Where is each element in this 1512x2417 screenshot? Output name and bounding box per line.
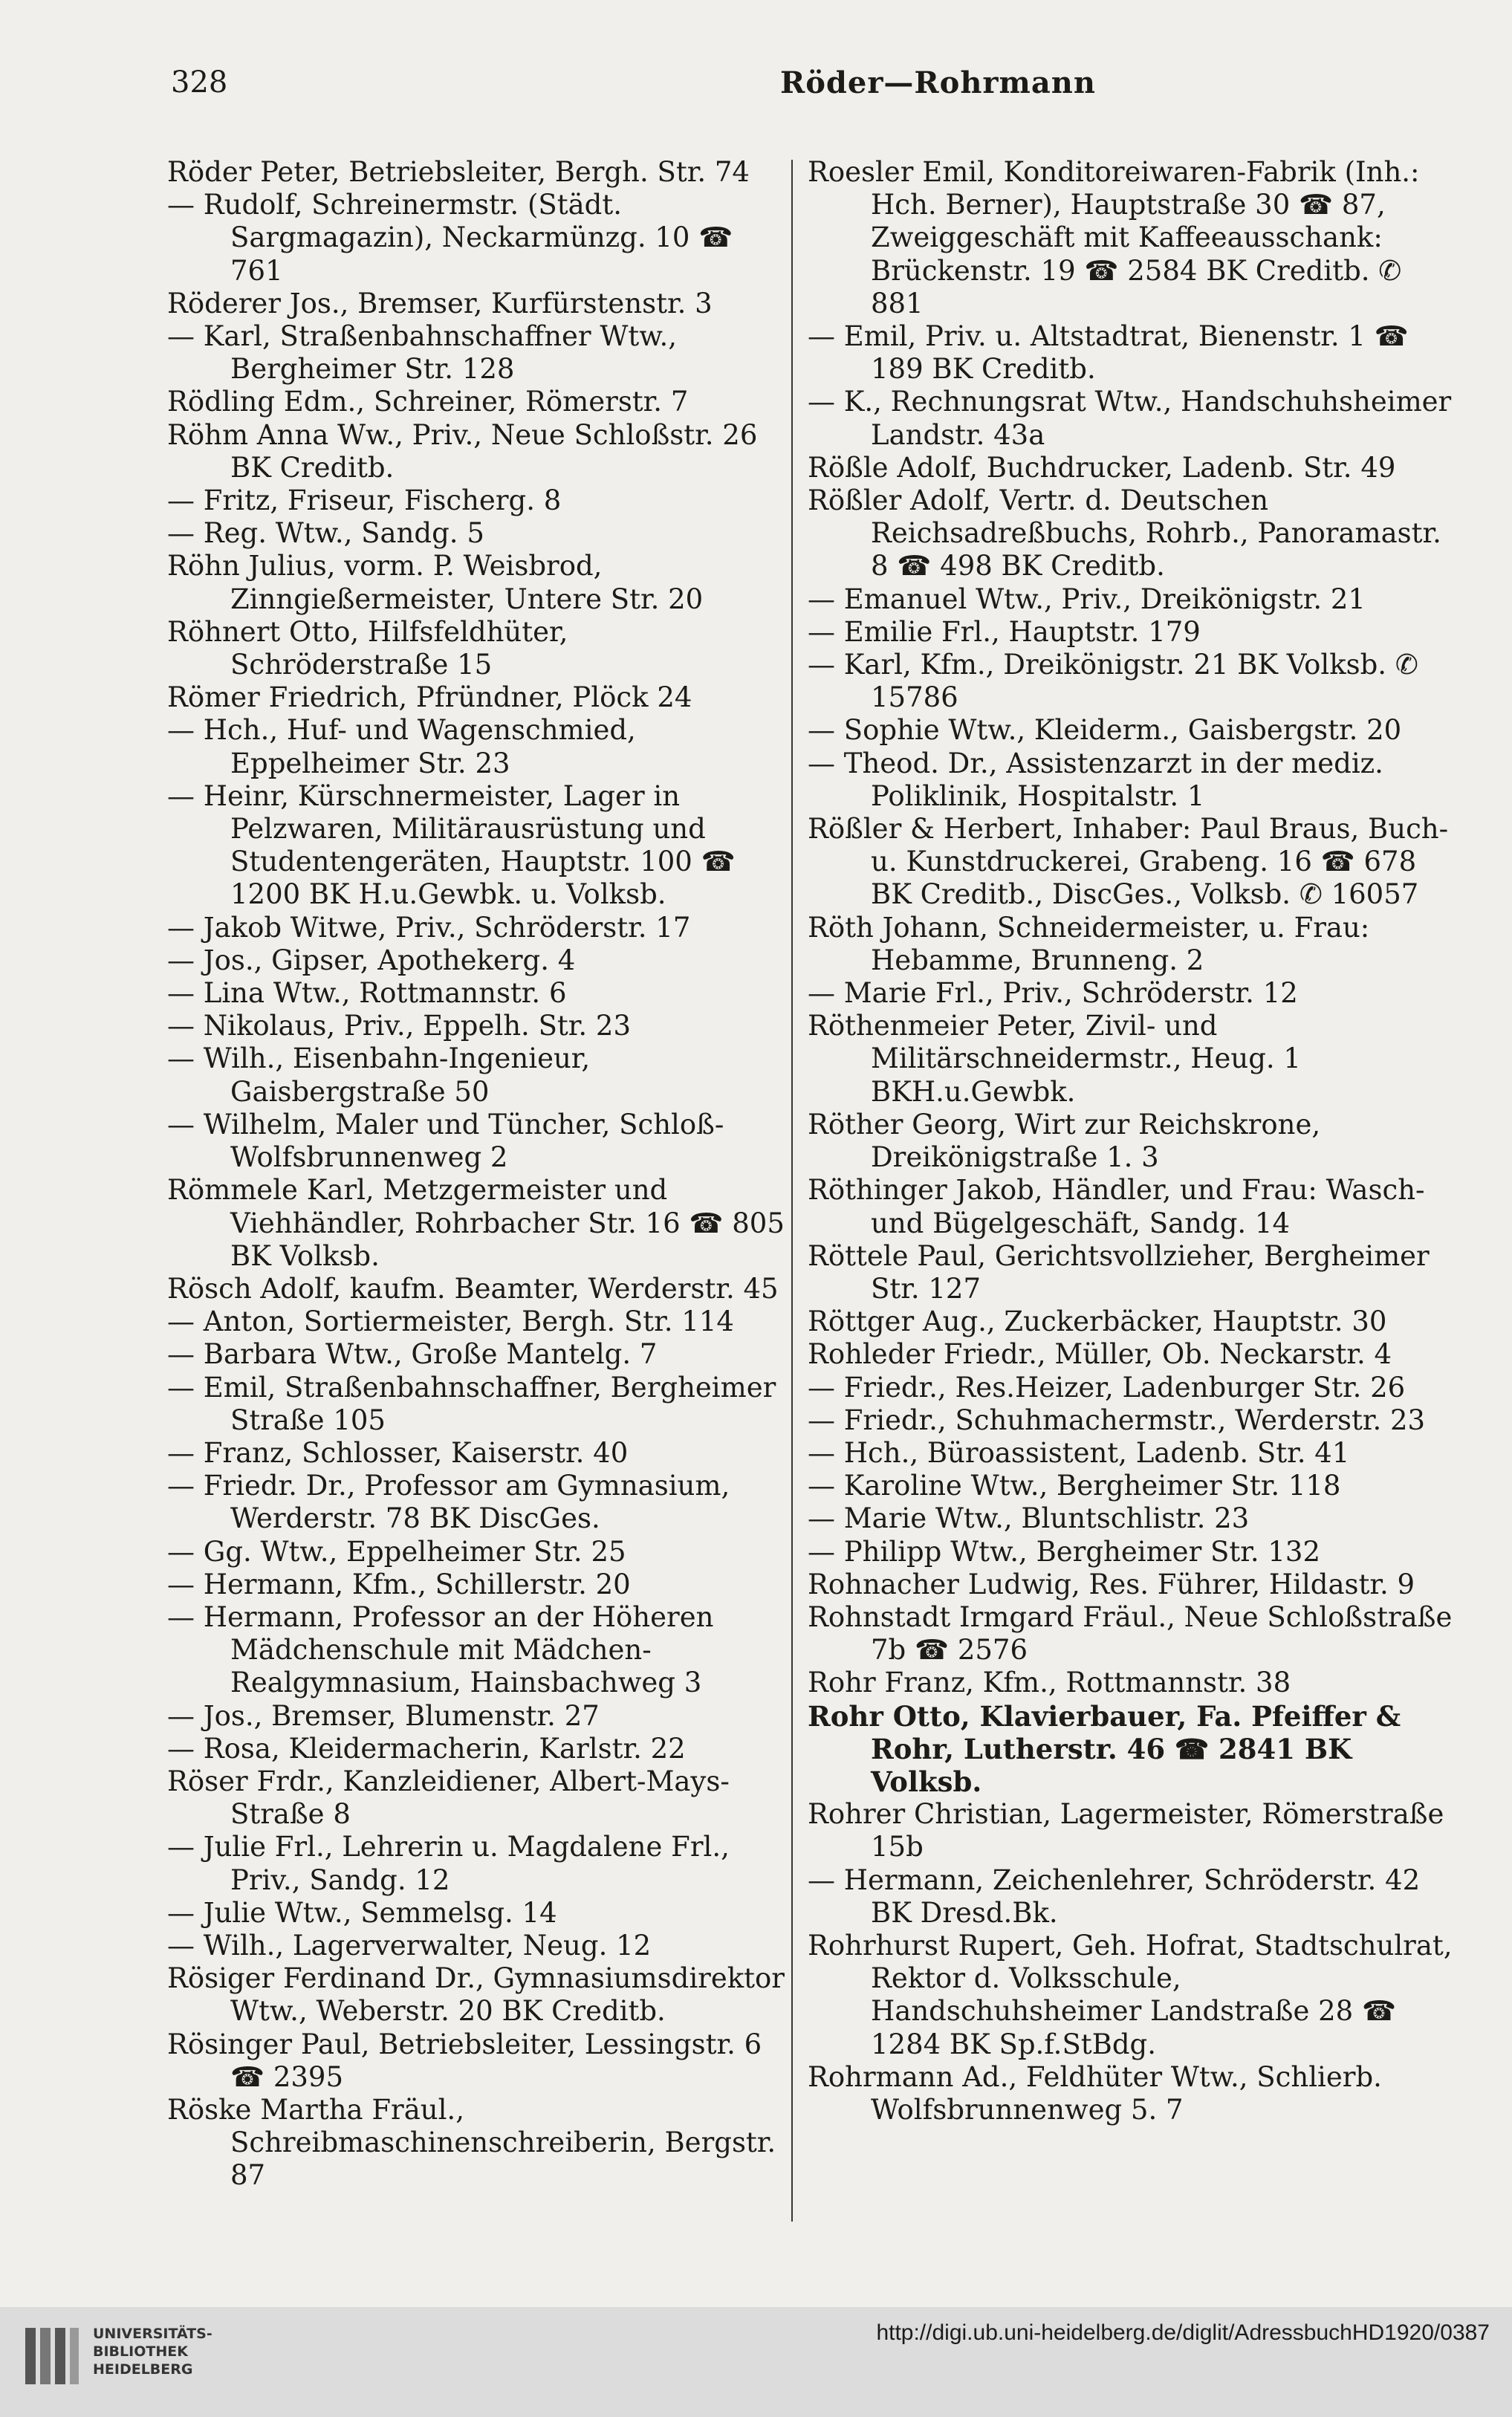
column-divider <box>791 160 793 2222</box>
institution-line: UNIVERSITÄTS- <box>93 2326 212 2342</box>
directory-entry: Röser Frdr., Kanzleidiener, Albert-Mays-Straße 8 <box>167 1765 730 1831</box>
directory-entry: Röderer Jos., Bremser, Kurfürstenstr. 3 <box>167 287 713 319</box>
university-library-logo <box>22 2323 82 2389</box>
directory-entry: Röttger Aug., Zuckerbäcker, Hauptstr. 30 <box>808 1305 1387 1338</box>
directory-entry: Röthinger Jakob, Händler, und Frau: Wasch- und Bügelgeschäft, Sandg. 14 <box>808 1174 1425 1239</box>
directory-entry: — Karoline Wtw., Bergheimer Str. 118 <box>808 1470 1341 1502</box>
running-head: Röder—Rohrmann <box>780 65 1096 100</box>
directory-entry: — Friedr., Res.Heizer, Ladenburger Str. 26 <box>808 1371 1406 1404</box>
directory-entry: — Emilie Frl., Hauptstr. 179 <box>808 615 1201 648</box>
directory-entry: Rößler Adolf, Vertr. d. Deutschen Reichsadreßbuchs, Rohrb., Panoramastr. 8 ☎ 498 BK Creditb. <box>808 484 1441 583</box>
directory-entry: — Fritz, Friseur, Fischerg. 8 <box>167 484 562 517</box>
directory-entry: — Heinr, Kürschnermeister, Lager in Pelzwaren, Militärausrüstung und Studentengeräten, Hauptstr. 100 ☎ 1200 BK H.u.Gewbk. u. Volksb. <box>167 779 736 911</box>
directory-entry: — Wilh., Eisenbahn-Ingenieur, Gaisbergstraße 50 <box>167 1042 591 1108</box>
directory-entry: — Nikolaus, Priv., Eppelh. Str. 23 <box>167 1010 632 1042</box>
directory-entry: — Anton, Sortiermeister, Bergh. Str. 114 <box>167 1305 734 1338</box>
institution-line: HEIDELBERG <box>93 2361 193 2378</box>
directory-entry: — Gg. Wtw., Eppelheimer Str. 25 <box>167 1535 626 1568</box>
page-number: 328 <box>171 65 228 100</box>
directory-entry: Rohnstadt Irmgard Fräul., Neue Schloßstraße 7b ☎ 2576 <box>808 1600 1453 1667</box>
directory-entry: Rößle Adolf, Buchdrucker, Ladenb. Str. 49 <box>808 451 1396 484</box>
directory-entry: Röder Peter, Betriebsleiter, Bergh. Str. 74 <box>167 156 750 188</box>
directory-entry: — Jakob Witwe, Priv., Schröderstr. 17 <box>167 911 691 944</box>
page-header <box>171 65 1508 110</box>
directory-entry: Rösch Adolf, kaufm. Beamter, Werderstr. 45 <box>167 1272 779 1305</box>
directory-entry: — Wilhelm, Maler und Tüncher, Schloß-Wolfsbrunnenweg 2 <box>167 1108 724 1174</box>
directory-entry: Rohleder Friedr., Müller, Ob. Neckarstr. 4 <box>808 1338 1392 1371</box>
directory-entry: — Franz, Schlosser, Kaiserstr. 40 <box>167 1436 629 1469</box>
right-column <box>808 156 1454 2126</box>
directory-entry: — Marie Frl., Priv., Schröderstr. 12 <box>808 977 1298 1010</box>
directory-entry: — Julie Wtw., Semmelsg. 14 <box>167 1896 557 1929</box>
left-column <box>167 156 788 2193</box>
directory-entry: — Julie Frl., Lehrerin u. Magdalene Frl., Priv., Sandg. 12 <box>167 1831 730 1896</box>
directory-entry: Römer Friedrich, Pfründner, Plöck 24 <box>167 681 692 714</box>
directory-entry: — Lina Wtw., Rottmannstr. 6 <box>167 977 567 1010</box>
directory-entry: Rösinger Paul, Betriebsleiter, Lessingstr. 6 ☎ 2395 <box>167 2028 762 2093</box>
directory-entry: Rödling Edm., Schreiner, Römerstr. 7 <box>167 386 689 418</box>
directory-entry: — Hermann, Zeichenlehrer, Schröderstr. 42 BK Dresd.Bk. <box>808 1863 1421 1929</box>
directory-entry: — Marie Wtw., Bluntschlistr. 23 <box>808 1502 1250 1535</box>
directory-entry: Röhm Anna Ww., Priv., Neue Schloßstr. 26 BK Creditb. <box>167 418 758 484</box>
directory-entry: — Hch., Huf- und Wagenschmied, Eppelheimer Str. 23 <box>167 714 636 779</box>
directory-entry: Röhnert Otto, Hilfsfeldhüter, Schröderstraße 15 <box>167 615 568 681</box>
directory-entry: — Barbara Wtw., Große Mantelg. 7 <box>167 1338 658 1371</box>
directory-entry: Roesler Emil, Konditoreiwaren-Fabrik (Inh.: Hch. Berner), Hauptstraße 30 ☎ 87, Zweiggeschäft mit Kaffeeausschank: Brückenstr. 19 ☎ 2584 BK Creditb. ✆ 881 <box>808 156 1420 319</box>
directory-entry: — Wilh., Lagerverwalter, Neug. 12 <box>167 1929 652 1962</box>
directory-entry: — Jos., Bremser, Blumenstr. 27 <box>167 1699 600 1732</box>
directory-entry: Röske Martha Fräul., Schreibmaschinenschreiberin, Bergstr. 87 <box>167 2093 776 2192</box>
directory-entry: — Friedr. Dr., Professor am Gymnasium, Werderstr. 78 BK DiscGes. <box>167 1470 730 1535</box>
directory-entry: Rohnacher Ludwig, Res. Führer, Hildastr. 9 <box>808 1568 1415 1600</box>
directory-entry: — Philipp Wtw., Bergheimer Str. 132 <box>808 1535 1321 1568</box>
directory-entry: — Emil, Straßenbahnschaffner, Bergheimer Straße 105 <box>167 1371 776 1436</box>
directory-entry: — Hch., Büroassistent, Ladenb. Str. 41 <box>808 1436 1350 1469</box>
directory-entry: — Karl, Kfm., Dreikönigstr. 21 BK Volksb. ✆ 15786 <box>808 649 1418 714</box>
directory-entry: — Emil, Priv. u. Altstadtrat, Bienenstr. 1 ☎ 189 BK Creditb. <box>808 320 1409 386</box>
source-url[interactable]: http://digi.ub.uni-heidelberg.de/diglit/AdressbuchHD1920/0387 <box>876 2320 1490 2345</box>
footer-bar <box>0 2307 1512 2417</box>
directory-entry: Röttele Paul, Gerichtsvollzieher, Bergheimer Str. 127 <box>808 1239 1430 1305</box>
directory-entry: — Hermann, Kfm., Schillerstr. 20 <box>167 1568 631 1600</box>
directory-entry: — Jos., Gipser, Apothekerg. 4 <box>167 944 576 976</box>
directory-entry: — Hermann, Professor an der Höheren Mädchenschule mit Mädchen-Realgymnasium, Hainsbachweg 3 <box>167 1600 714 1699</box>
directory-entry: Römmele Karl, Metzgermeister und Viehhändler, Rohrbacher Str. 16 ☎ 805 BK Volksb. <box>167 1174 785 1272</box>
directory-entry: — Sophie Wtw., Kleiderm., Gaisbergstr. 20 <box>808 714 1402 747</box>
directory-entry: Röth Johann, Schneidermeister, u. Frau: Hebamme, Brunneng. 2 <box>808 911 1370 976</box>
institution-name <box>93 2325 212 2378</box>
directory-entry: — K., Rechnungsrat Wtw., Handschuhsheimer Landstr. 43a <box>808 386 1452 451</box>
directory-entry: Röthenmeier Peter, Zivil- und Militärschneidermstr., Heug. 1 BKH.u.Gewbk. <box>808 1010 1301 1108</box>
directory-entry: — Theod. Dr., Assistenzarzt in der mediz. Poliklinik, Hospitalstr. 1 <box>808 747 1383 812</box>
directory-entry: — Reg. Wtw., Sandg. 5 <box>167 517 484 550</box>
directory-entry: — Karl, Straßenbahnschaffner Wtw., Bergheimer Str. 128 <box>167 320 678 386</box>
directory-entry: — Rudolf, Schreinermstr. (Städt. Sargmagazin), Neckarmünzg. 10 ☎ 761 <box>167 189 733 287</box>
directory-entry: Rohr Otto, Klavierbauer, Fa. Pfeiffer & Rohr, Lutherstr. 46 ☎ 2841 BK Volksb. <box>808 1699 1401 1798</box>
directory-entry: — Emanuel Wtw., Priv., Dreikönigstr. 21 <box>808 583 1366 615</box>
directory-entry: Rohrer Christian, Lagermeister, Römerstraße 15b <box>808 1798 1444 1863</box>
directory-entry: — Rosa, Kleidermacherin, Karlstr. 22 <box>167 1732 686 1765</box>
directory-entry: Rohrmann Ad., Feldhüter Wtw., Schlierb. Wolfsbrunnenweg 5. 7 <box>808 2060 1382 2126</box>
institution-line: BIBLIOTHEK <box>93 2343 188 2360</box>
directory-entry: Röhn Julius, vorm. P. Weisbrod, Zinngießermeister, Untere Str. 20 <box>167 550 704 615</box>
directory-entry: — Friedr., Schuhmachermstr., Werderstr. 23 <box>808 1404 1426 1436</box>
directory-entry: Rösiger Ferdinand Dr., Gymnasiumsdirektor Wtw., Weberstr. 20 BK Creditb. <box>167 1962 785 2028</box>
directory-entry: Rößler & Herbert, Inhaber: Paul Braus, Buch- u. Kunstdruckerei, Grabeng. 16 ☎ 678 BK Creditb., DiscGes., Volksb. ✆ 16057 <box>808 813 1449 911</box>
directory-entry: Rohr Franz, Kfm., Rottmannstr. 38 <box>808 1667 1291 1699</box>
directory-entry: Rohrhurst Rupert, Geh. Hofrat, Stadtschulrat, Rektor d. Volksschule, Handschuhsheimer Landstraße 28 ☎ 1284 BK Sp.f.StBdg. <box>808 1929 1453 2060</box>
directory-entry: Röther Georg, Wirt zur Reichskrone, Dreikönigstraße 1. 3 <box>808 1108 1321 1174</box>
